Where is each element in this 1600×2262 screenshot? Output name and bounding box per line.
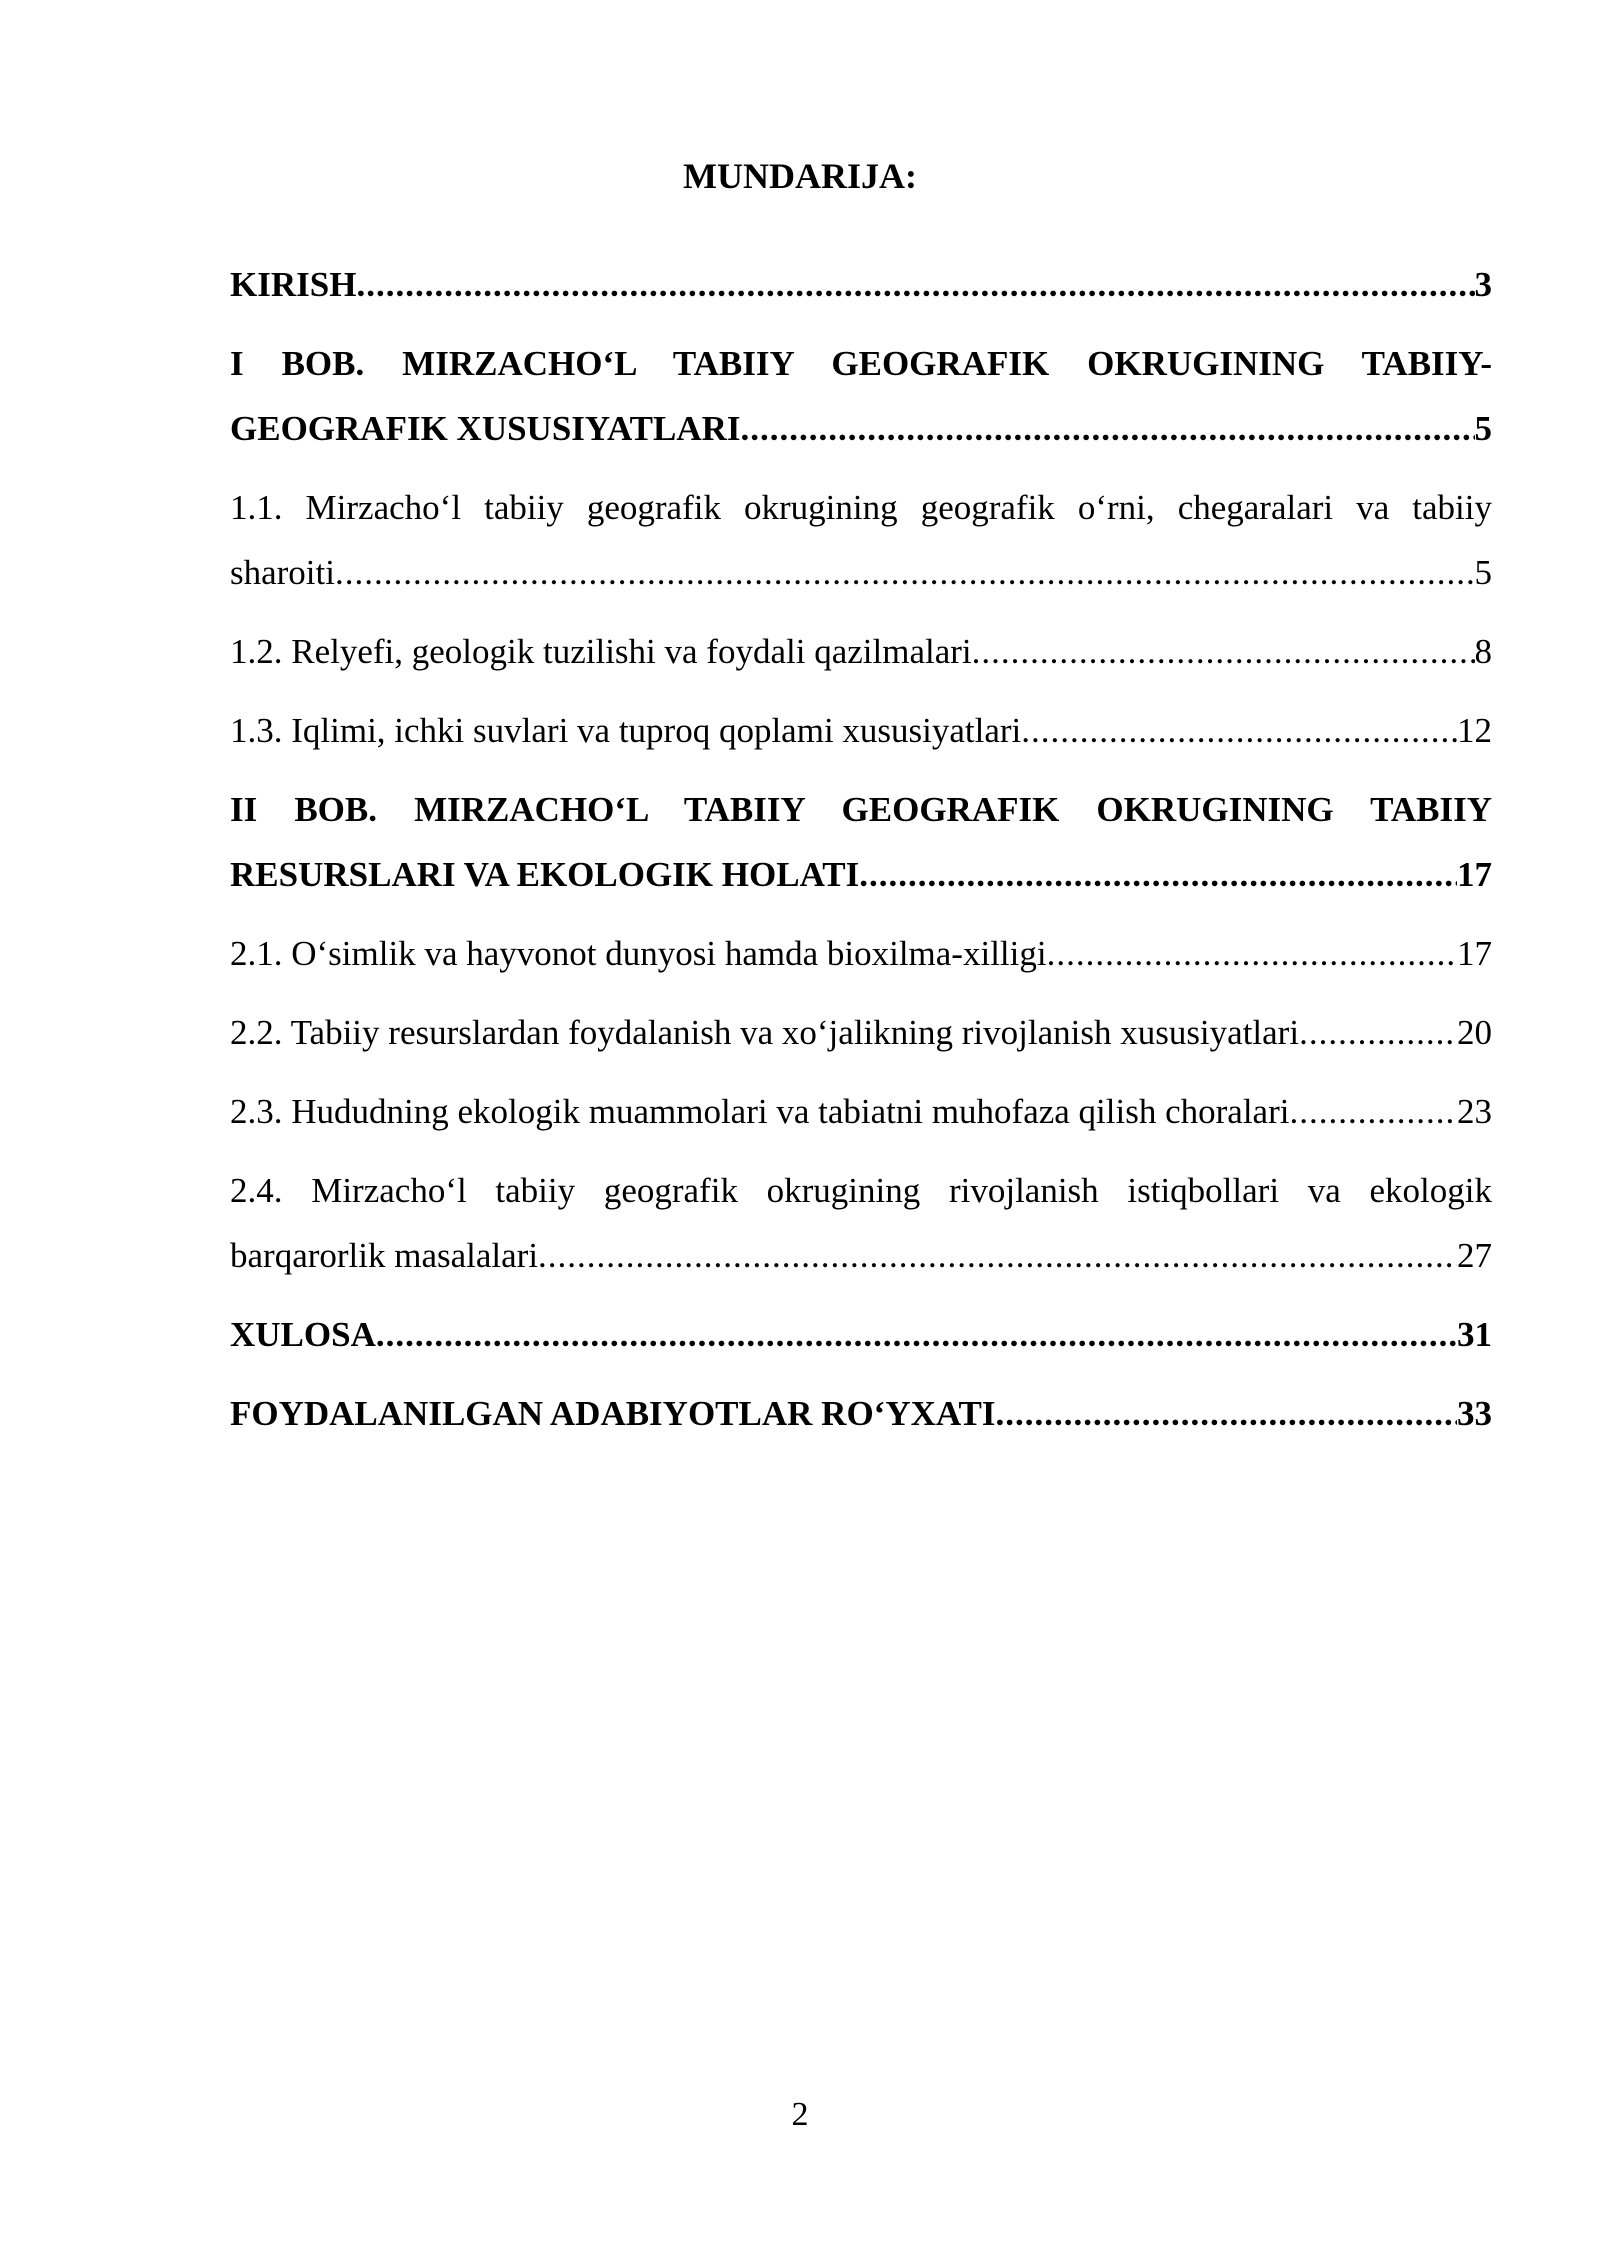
toc-entry-last-line bbox=[230, 396, 1492, 461]
toc-entry-last-line bbox=[230, 1223, 1492, 1288]
toc-entry-page: 5 bbox=[1474, 553, 1492, 592]
toc-entry[interactable] bbox=[230, 698, 1492, 763]
toc-entry-title: FOYDALANILGAN ADABIYOTLAR RO‘YXATI bbox=[230, 1394, 996, 1433]
toc-entry[interactable] bbox=[230, 475, 1492, 605]
page-number: 2 bbox=[791, 2096, 809, 2133]
toc-entry-title: 2.3. Hududning ekologik muammolari va tabiatni muhofaza qilish choralari bbox=[230, 1092, 1290, 1131]
toc-leader-dots bbox=[376, 1302, 1457, 1367]
toc-entry-page: 17 bbox=[1457, 934, 1492, 973]
toc-entry-last-line bbox=[230, 1302, 1492, 1367]
toc-entry-title: 1.2. Relyefi, geologik tuzilishi va foydali qazilmalari bbox=[230, 632, 972, 671]
toc-entry-title: barqarorlik masalalari bbox=[230, 1236, 539, 1275]
toc-entry-page: 20 bbox=[1457, 1013, 1492, 1052]
toc-entry-last-line bbox=[230, 698, 1492, 763]
toc-leader-dots bbox=[859, 842, 1457, 907]
toc-entry-title: RESURSLARI VA EKOLOGIK HOLATI bbox=[230, 855, 860, 894]
toc-entry-page: 5 bbox=[1474, 409, 1492, 448]
toc-entry[interactable] bbox=[230, 1079, 1492, 1144]
toc-entry[interactable] bbox=[230, 1302, 1492, 1367]
toc-leader-dots bbox=[1289, 1079, 1457, 1144]
toc-leader-dots bbox=[972, 619, 1475, 684]
toc-entry-page: 27 bbox=[1457, 1236, 1492, 1275]
toc-entry-title: 1.3. Iqlimi, ichki suvlari va tuproq qoplami xususiyatlari bbox=[230, 711, 1022, 750]
toc-entry[interactable] bbox=[230, 1381, 1492, 1446]
toc-entry-last-line bbox=[230, 1381, 1492, 1446]
toc-entry-first-line: 1.1. Mirzacho‘l tabiiy geografik okrugining geografik o‘rni, chegaralari va tabiiy bbox=[230, 488, 1492, 527]
toc-entry[interactable] bbox=[230, 331, 1492, 461]
toc-entry-title: 2.2. Tabiiy resurslardan foydalanish va xo‘jalikning rivojlanish xususiyatlari bbox=[230, 1013, 1300, 1052]
toc-entry-page: 8 bbox=[1474, 632, 1492, 671]
toc-entry-title: 2.1. O‘simlik va hayvonot dunyosi hamda bioxilma-xilligi bbox=[230, 934, 1047, 973]
toc-leader-dots bbox=[538, 1223, 1457, 1288]
toc-entry[interactable] bbox=[230, 1158, 1492, 1288]
toc-entry-page: 17 bbox=[1457, 855, 1492, 894]
toc-entry-last-line bbox=[230, 540, 1492, 605]
toc-entry-first-line: I BOB. MIRZACHO‘L TABIIY GEOGRAFIK OKRUGINING TABIIY- bbox=[230, 344, 1492, 383]
toc-entry-last-line bbox=[230, 842, 1492, 907]
toc-entry-last-line bbox=[230, 1000, 1492, 1065]
toc-entry-page: 3 bbox=[1474, 265, 1492, 304]
toc-entry-page: 31 bbox=[1457, 1315, 1492, 1354]
toc-entry-page: 12 bbox=[1457, 711, 1492, 750]
table-of-contents bbox=[230, 252, 1492, 1460]
toc-leader-dots bbox=[335, 540, 1475, 605]
toc-entry-page: 33 bbox=[1457, 1394, 1492, 1433]
toc-leader-dots bbox=[1299, 1000, 1457, 1065]
toc-entry[interactable] bbox=[230, 252, 1492, 317]
toc-entry-last-line bbox=[230, 619, 1492, 684]
toc-entry[interactable] bbox=[230, 1000, 1492, 1065]
toc-entry-title: XULOSA bbox=[230, 1315, 376, 1354]
toc-entry-title: GEOGRAFIK XUSUSIYATLARI bbox=[230, 409, 741, 448]
toc-leader-dots bbox=[356, 252, 1474, 317]
toc-entry-first-line: II BOB. MIRZACHO‘L TABIIY GEOGRAFIK OKRUGINING TABIIY bbox=[230, 790, 1492, 829]
toc-title: MUNDARIJA: bbox=[683, 156, 917, 196]
toc-entry-last-line bbox=[230, 252, 1492, 317]
toc-entry-first-line: 2.4. Mirzacho‘l tabiiy geografik okrugining rivojlanish istiqbollari va ekologik bbox=[230, 1171, 1492, 1210]
toc-leader-dots bbox=[996, 1381, 1457, 1446]
toc-entry-title: KIRISH bbox=[230, 265, 357, 304]
toc-leader-dots bbox=[1021, 698, 1457, 763]
toc-entry-page: 23 bbox=[1457, 1092, 1492, 1131]
toc-entry-title: sharoiti bbox=[230, 553, 335, 592]
toc-leader-dots bbox=[1047, 921, 1457, 986]
toc-leader-dots bbox=[741, 396, 1475, 461]
toc-entry-last-line bbox=[230, 1079, 1492, 1144]
toc-entry[interactable] bbox=[230, 619, 1492, 684]
toc-entry[interactable] bbox=[230, 921, 1492, 986]
toc-entry-last-line bbox=[230, 921, 1492, 986]
toc-entry[interactable] bbox=[230, 777, 1492, 907]
